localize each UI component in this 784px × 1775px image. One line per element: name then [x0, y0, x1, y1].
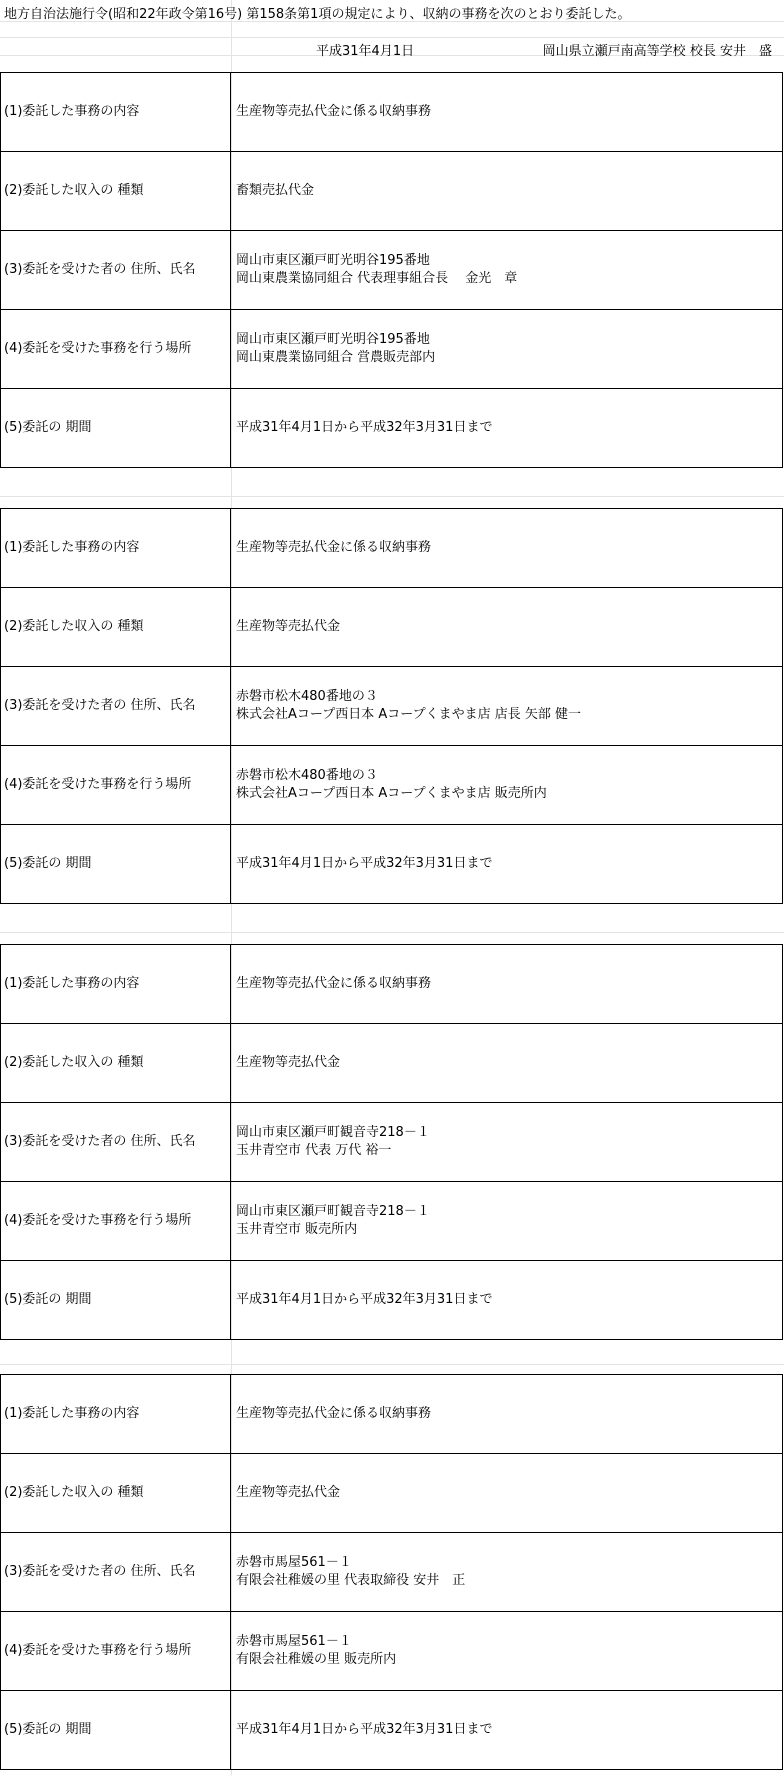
label-trustee: (3)委託を受けた者の 住所、氏名: [1, 667, 231, 746]
label-place: (4)委託を受けた事務を行う場所: [1, 310, 231, 389]
label-trustee: (3)委託を受けた者の 住所、氏名: [1, 231, 231, 310]
label-content: (1)委託した事務の内容: [1, 1375, 231, 1454]
trustee-address: 岡山市東区瀬戸町光明谷195番地: [236, 253, 430, 268]
consignment-block-3: [0, 944, 783, 1340]
value-income: 生産物等売払代金: [231, 588, 783, 667]
value-period: 平成31年4月1日から平成32年3月31日まで: [231, 825, 783, 904]
value-income: 生産物等売払代金: [231, 1454, 783, 1533]
trustee-name: 株式会社Aコープ西日本 Aコープくまやま店 店長 矢部 健一: [236, 707, 582, 722]
label-period: (5)委託の 期間: [1, 1691, 231, 1770]
label-income: (2)委託した収入の 種類: [1, 588, 231, 667]
row-trustee: [1, 667, 783, 746]
grid-row-line: [0, 932, 784, 933]
row-income: [1, 1024, 783, 1103]
label-income: (2)委託した収入の 種類: [1, 1454, 231, 1533]
label-income: (2)委託した収入の 種類: [1, 152, 231, 231]
date-signer-row: [0, 40, 784, 58]
row-income: [1, 1454, 783, 1533]
place-name: 株式会社Aコープ西日本 Aコープくまやま店 販売所内: [236, 786, 547, 801]
row-place: [1, 1182, 783, 1261]
value-income: 生産物等売払代金: [231, 1024, 783, 1103]
value-trustee: [231, 667, 783, 746]
place-address: 赤磐市馬屋561－１: [236, 1634, 352, 1649]
consignment-block-4: [0, 1374, 783, 1770]
document-header: 地方自治法施行令(昭和22年政令第16号) 第158条第1項の規定により、収納の事務を次のとおり委託した。: [4, 7, 631, 22]
grid-row-line: [0, 1364, 784, 1365]
row-content: [1, 1375, 783, 1454]
trustee-address: 赤磐市松木480番地の３: [236, 689, 378, 704]
value-content: 生産物等売払代金に係る収納事務: [231, 73, 783, 152]
label-trustee: (3)委託を受けた者の 住所、氏名: [1, 1103, 231, 1182]
label-income: (2)委託した収入の 種類: [1, 1024, 231, 1103]
row-content: [1, 945, 783, 1024]
label-period: (5)委託の 期間: [1, 825, 231, 904]
value-content: 生産物等売払代金に係る収納事務: [231, 1375, 783, 1454]
value-content: 生産物等売払代金に係る収納事務: [231, 945, 783, 1024]
row-place: [1, 1612, 783, 1691]
row-content: [1, 73, 783, 152]
row-trustee: [1, 1103, 783, 1182]
value-trustee: [231, 231, 783, 310]
signer-school: 岡山県立瀬戸南高等学校: [542, 44, 686, 59]
label-place: (4)委託を受けた事務を行う場所: [1, 1182, 231, 1261]
row-period: [1, 825, 783, 904]
trustee-name: 岡山東農業協同組合 代表理事組合長 金光 章: [236, 271, 518, 286]
value-content: 生産物等売払代金に係る収納事務: [231, 509, 783, 588]
place-address: 赤磐市松木480番地の３: [236, 768, 378, 783]
place-name: 有限会社稚媛の里 販売所内: [236, 1652, 397, 1667]
grid-row-line: [0, 37, 784, 38]
value-trustee: [231, 1103, 783, 1182]
label-trustee: (3)委託を受けた者の 住所、氏名: [1, 1533, 231, 1612]
label-place: (4)委託を受けた事務を行う場所: [1, 746, 231, 825]
place-name: 玉井青空市 販売所内: [236, 1222, 358, 1237]
trustee-name: 有限会社稚媛の里 代表取締役 安井 正: [236, 1573, 466, 1588]
consignment-block-2: [0, 508, 783, 904]
row-trustee: [1, 1533, 783, 1612]
value-place: [231, 310, 783, 389]
place-address: 岡山市東区瀬戸町観音寺218－１: [236, 1204, 430, 1219]
row-place: [1, 310, 783, 389]
value-trustee: [231, 1533, 783, 1612]
row-income: [1, 152, 783, 231]
trustee-address: 岡山市東区瀬戸町観音寺218－１: [236, 1125, 430, 1140]
row-income: [1, 588, 783, 667]
row-period: [1, 1691, 783, 1770]
notice-date: 平成31年4月1日: [316, 44, 415, 59]
label-period: (5)委託の 期間: [1, 389, 231, 468]
value-place: [231, 1182, 783, 1261]
row-content: [1, 509, 783, 588]
signer: [543, 40, 772, 59]
trustee-name: 玉井青空市 代表 万代 裕一: [236, 1143, 392, 1158]
value-period: 平成31年4月1日から平成32年3月31日まで: [231, 389, 783, 468]
trustee-address: 赤磐市馬屋561－１: [236, 1555, 352, 1570]
row-period: [1, 389, 783, 468]
label-content: (1)委託した事務の内容: [1, 509, 231, 588]
label-content: (1)委託した事務の内容: [1, 73, 231, 152]
grid-row-line: [0, 496, 784, 497]
label-place: (4)委託を受けた事務を行う場所: [1, 1612, 231, 1691]
signer-title: 校長: [689, 44, 716, 59]
value-period: 平成31年4月1日から平成32年3月31日まで: [231, 1261, 783, 1340]
label-period: (5)委託の 期間: [1, 1261, 231, 1340]
consignment-block-1: [0, 72, 783, 468]
value-place: [231, 1612, 783, 1691]
value-income: 畜類売払代金: [231, 152, 783, 231]
row-trustee: [1, 231, 783, 310]
label-content: (1)委託した事務の内容: [1, 945, 231, 1024]
row-period: [1, 1261, 783, 1340]
place-address: 岡山市東区瀬戸町光明谷195番地: [236, 332, 430, 347]
value-period: 平成31年4月1日から平成32年3月31日まで: [231, 1691, 783, 1770]
signer-name: 安井 盛: [719, 44, 772, 59]
value-place: [231, 746, 783, 825]
place-name: 岡山東農業協同組合 営農販売部内: [236, 350, 436, 365]
row-place: [1, 746, 783, 825]
